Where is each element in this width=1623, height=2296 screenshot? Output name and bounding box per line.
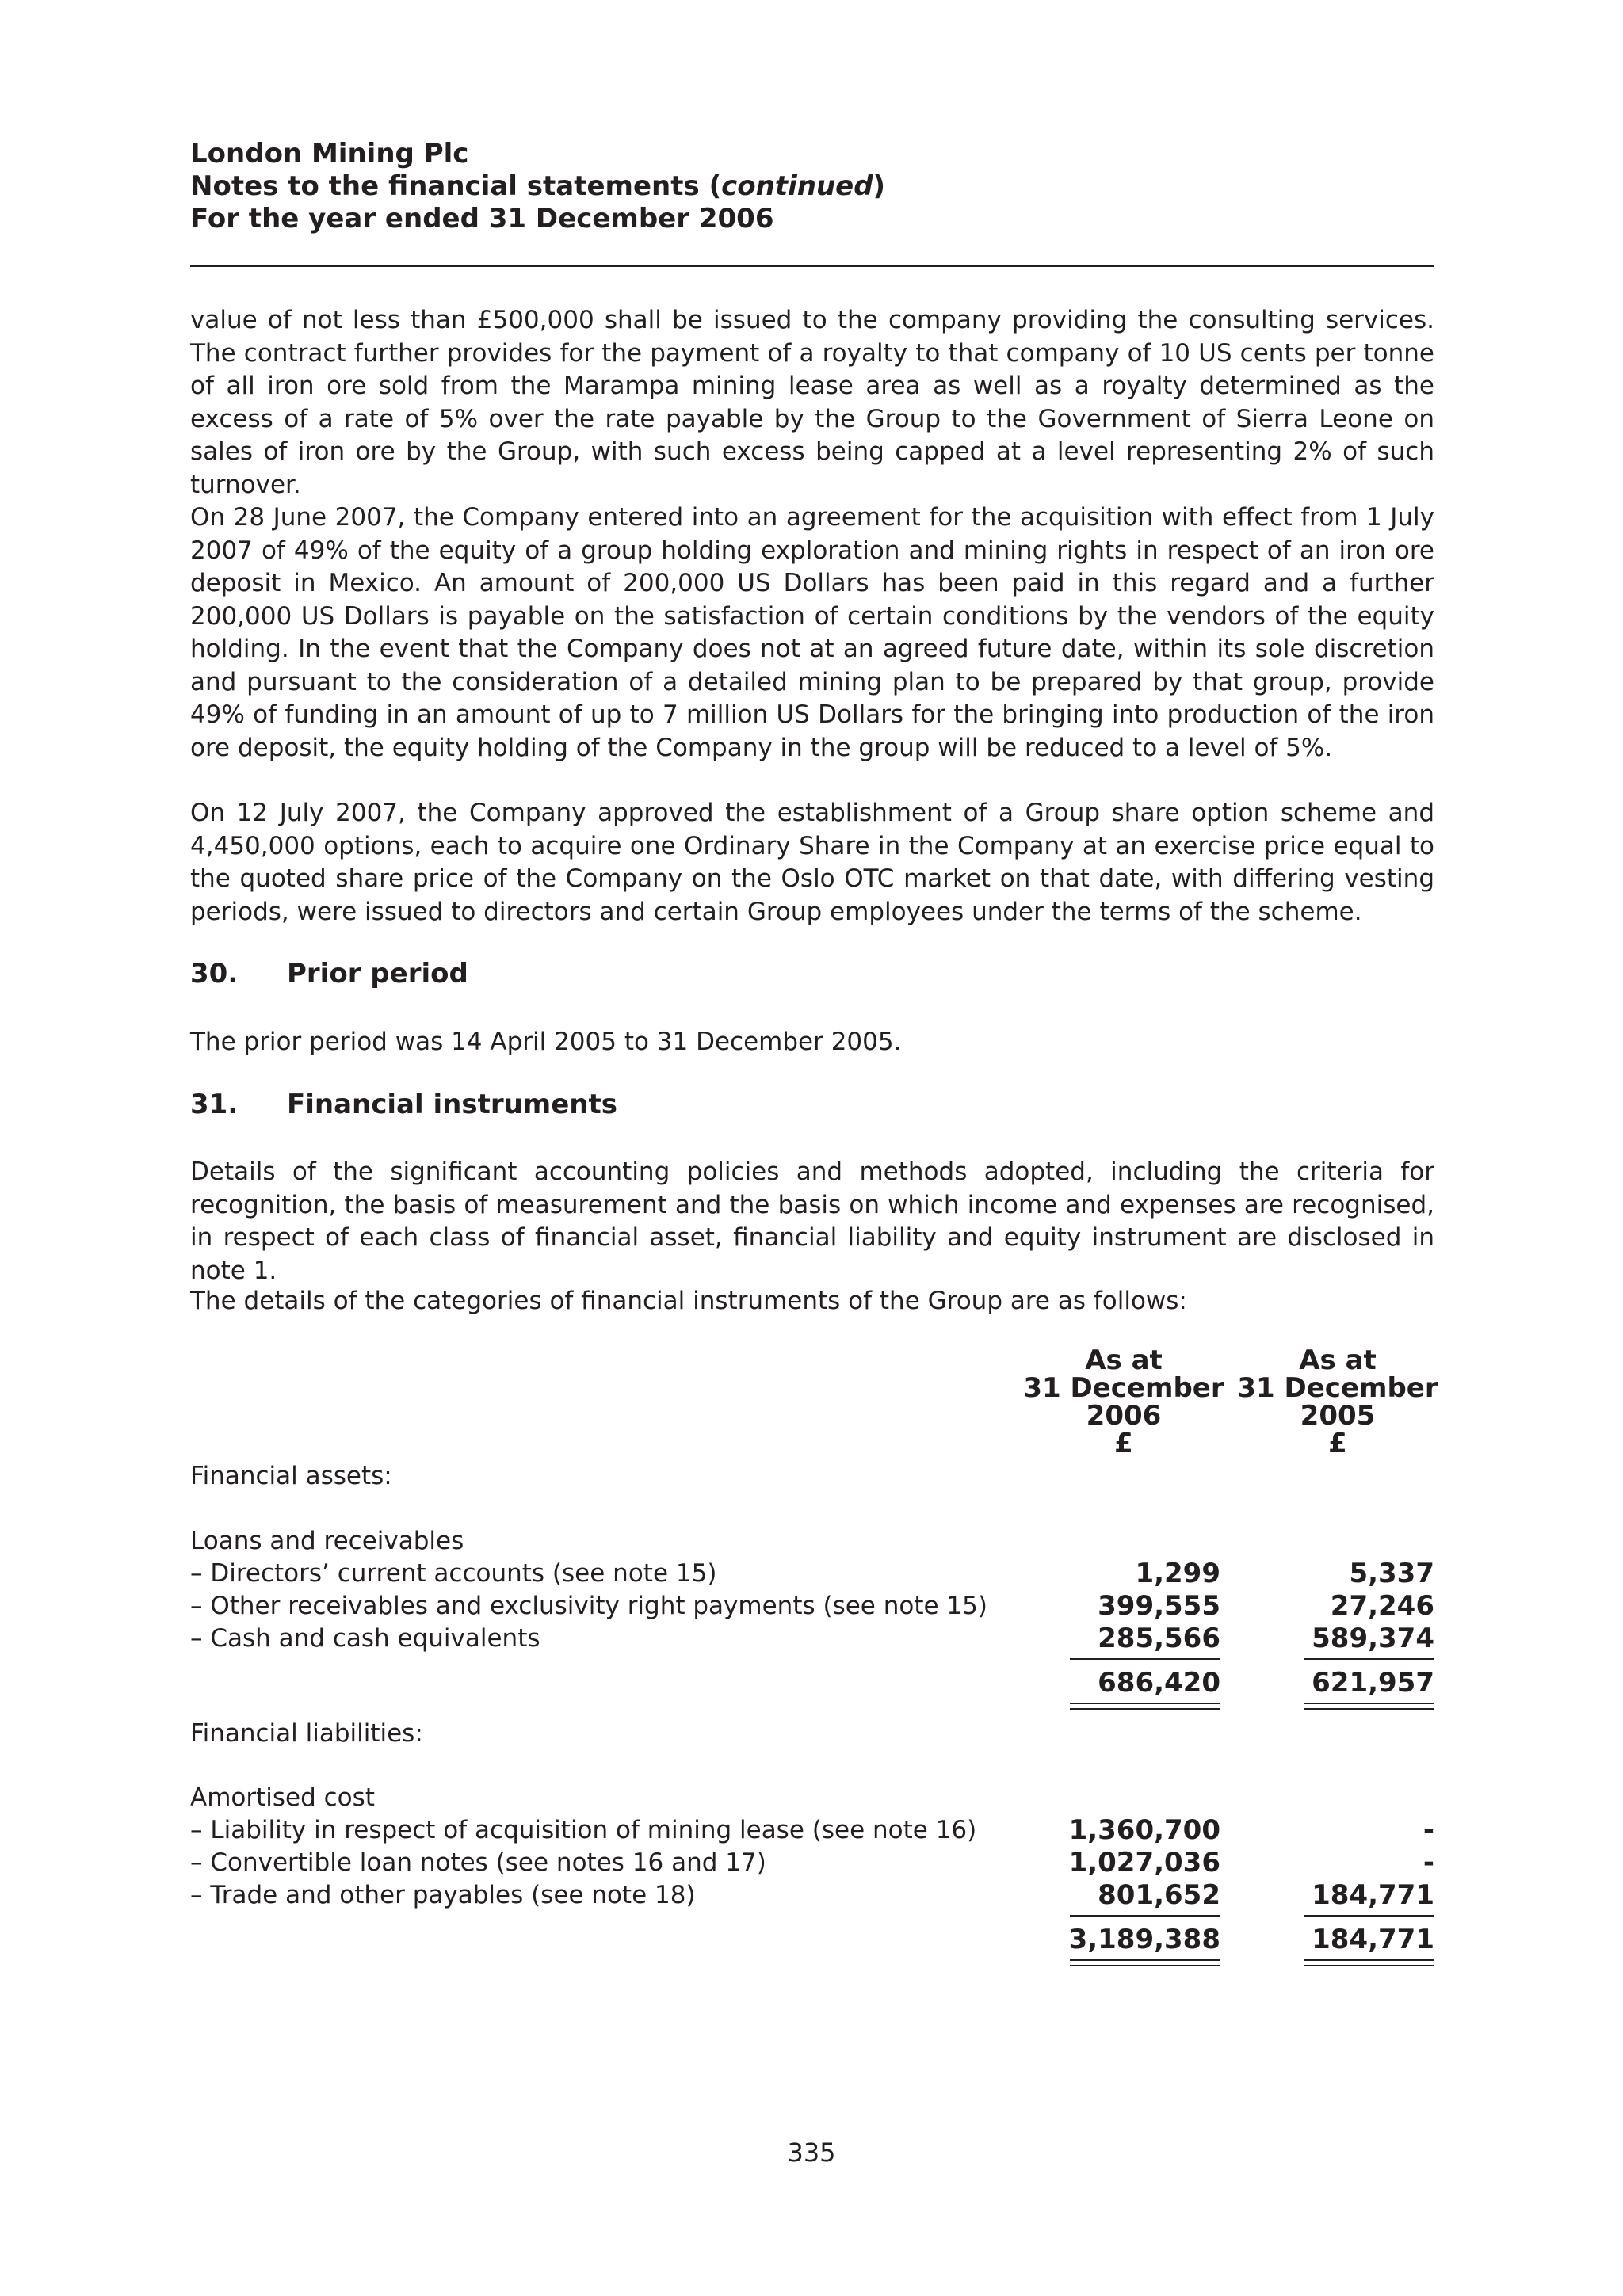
section-30-title: Prior period: [287, 958, 468, 990]
financial-liabilities-heading: Financial liabilities:: [190, 1719, 423, 1748]
section-31-text-2: The details of the categories of financial instruments of the Group are as follows:: [190, 1287, 1187, 1315]
total-double-rule-2005: [1304, 1703, 1434, 1710]
subtotal-rule-2006: [1070, 1915, 1220, 1917]
table-row: – Convertible loan notes (see notes 16 and 17) 1,027,036 -: [190, 1847, 1434, 1878]
table-row: – Directors’ current accounts (see note 15) 1,299 5,337: [190, 1558, 1434, 1589]
section-31-heading: [190, 1089, 617, 1121]
section-30-heading: [190, 958, 468, 990]
subtotal-rule-2005: [1304, 1658, 1434, 1660]
section-31-title: Financial instruments: [287, 1089, 617, 1120]
table-row: – Cash and cash equivalents 285,566 589,374: [190, 1623, 1434, 1654]
section-30-number: 30.: [190, 958, 239, 990]
page-number: 335: [787, 2138, 836, 2168]
paragraph-mexico-acquisition: On 28 June 2007, the Company entered into an agreement for the acquisition with effect from 1 July 2007 of 49% of the equity of a group holding exploration and mining rights in respect of an iron ore deposit in Mexico. An amount of 200,000 US Dollars has been paid in this regard and a further 200,000 US Dollars is payable on the satisfaction of certain conditions by the vendors of the equity holding. In the event that the Company does not at an agreed future date, within its sole discretion and pursuant to the consideration of a detailed mining plan to be prepared by that group, provide 49% of funding in an amount of up to 7 million US Dollars for the bringing into production of the iron ore deposit, the equity holding of the Company in the group will be reduced to a level of 5%.: [190, 503, 1434, 762]
total-double-rule-2005: [1304, 1959, 1434, 1966]
paragraph-consulting-royalty: value of not less than £500,000 shall be issued to the company providing the consulting services. The contract further provides for the payment of a royalty to that company of 10 US cents per tonne of all iron ore sold from the Marampa mining lease area as well as a royalty determined as the excess of a rate of 5% over the rate payable by the Group to the Government of Sierra Leone on sales of iron ore by the Group, with such excess being capped at a level representing 2% of such turnover.: [190, 306, 1434, 499]
column-header-2006: As at 31 December 2006 £: [1023, 1344, 1224, 1459]
subtotal-rule-2005: [1304, 1915, 1434, 1917]
amortised-cost-heading: Amortised cost: [190, 1783, 375, 1812]
total-double-rule-2006: [1070, 1703, 1220, 1710]
table-row: – Other receivables and exclusivity right payments (see note 15) 399,555 27,246: [190, 1590, 1434, 1622]
column-header-2005: As at 31 December 2005 £: [1237, 1344, 1438, 1459]
section-30-text: The prior period was 14 April 2005 to 31 December 2005.: [190, 1028, 902, 1056]
liabilities-total-row: 3,189,388 184,771: [1068, 1924, 1434, 1955]
section-31-number: 31.: [190, 1089, 239, 1120]
subtotal-rule-2006: [1070, 1658, 1220, 1660]
financial-assets-heading: Financial assets:: [190, 1462, 392, 1490]
period-title: For the year ended 31 December 2006: [190, 203, 774, 235]
notes-title: Notes to the financial statements (continued): [190, 170, 886, 202]
section-31-text-1: Details of the significant accounting policies and methods adopted, including the criteria for recognition, the basis of measurement and the basis on which income and expenses are recognised, in respect of each class of financial asset, financial liability and equity instrument are disclosed in note 1.: [190, 1158, 1434, 1285]
company-name: London Mining Plc: [190, 138, 469, 170]
total-double-rule-2006: [1070, 1959, 1220, 1966]
loans-receivables-heading: Loans and receivables: [190, 1527, 464, 1555]
header-rule: [190, 265, 1434, 267]
page-header: [190, 138, 1434, 235]
paragraph-share-option-scheme: On 12 July 2007, the Company approved the establishment of a Group share option scheme and 4,450,000 options, each to acquire one Ordinary Share in the Company at an exercise price equal to the quoted share price of the Company on the Oslo OTC market on that date, with differing vesting periods, were issued to directors and certain Group employees under the terms of the scheme.: [190, 799, 1434, 926]
assets-total-row: 686,420 621,957: [1098, 1667, 1434, 1699]
table-row: – Liability in respect of acquisition of mining lease (see note 16) 1,360,700 -: [190, 1814, 1434, 1846]
table-row: – Trade and other payables (see note 18) 801,652 184,771: [190, 1879, 1434, 1911]
